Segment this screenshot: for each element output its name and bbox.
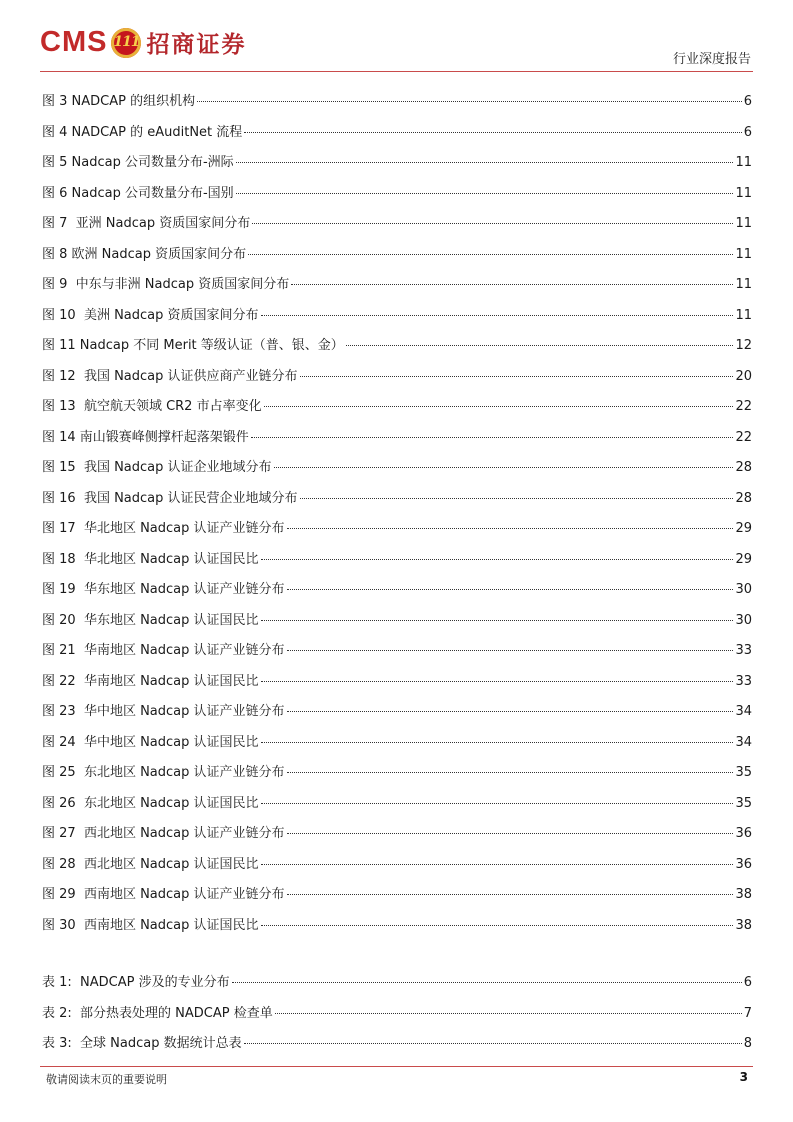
dot-leader xyxy=(261,620,734,621)
dot-leader xyxy=(197,101,742,102)
dot-leader xyxy=(291,284,733,285)
toc-entry-page: 29 xyxy=(735,521,752,536)
dot-leader xyxy=(300,376,734,377)
dot-leader xyxy=(261,925,734,926)
dot-leader xyxy=(287,772,734,773)
toc-entry-page: 11 xyxy=(735,185,752,201)
toc-entry-title: 图 20 华东地区 Nadcap 认证国民比 xyxy=(42,612,259,628)
toc-entry-title: 图 24 华中地区 Nadcap 认证国民比 xyxy=(42,734,259,750)
table-toc-entry[interactable] xyxy=(42,968,752,999)
dot-leader xyxy=(244,1043,742,1044)
toc-entry-page: 6 xyxy=(743,124,752,140)
logo-badge-icon xyxy=(111,28,141,58)
figure-toc-entry[interactable] xyxy=(42,789,752,820)
toc-entry-title: 图 8 欧洲 Nadcap 资质国家间分布 xyxy=(42,246,247,262)
figure-toc-entry[interactable] xyxy=(42,301,752,332)
toc-entry-page: 34 xyxy=(735,704,752,719)
dot-leader xyxy=(274,467,734,468)
toc-entry-title: 表 3: 全球 Nadcap 数据统计总表 xyxy=(42,1036,242,1051)
figure-toc-entry[interactable] xyxy=(42,331,752,362)
figure-toc-entry[interactable] xyxy=(42,636,752,667)
toc-entry-title: 图 12 我国 Nadcap 认证供应商产业链分布 xyxy=(42,368,298,384)
toc-entry-title: 图 30 西南地区 Nadcap 认证国民比 xyxy=(42,917,259,933)
toc-entry-title: 图 18 华北地区 Nadcap 认证国民比 xyxy=(42,551,259,567)
toc-entry-page: 38 xyxy=(735,887,752,902)
figure-toc-entry[interactable] xyxy=(42,514,752,545)
figure-toc-entry[interactable] xyxy=(42,667,752,698)
header-divider xyxy=(40,71,753,72)
dot-leader xyxy=(261,864,734,865)
toc-entry-title: 表 2: 部分热表处理的 NADCAP 检查单 xyxy=(42,1005,273,1021)
toc-entry-title: 图 23 华中地区 Nadcap 认证产业链分布 xyxy=(42,704,285,719)
dot-leader xyxy=(244,132,741,133)
dot-leader xyxy=(264,406,734,407)
toc-entry-title: 图 19 华东地区 Nadcap 认证产业链分布 xyxy=(42,582,285,597)
figure-toc-entry[interactable] xyxy=(42,911,752,942)
figure-toc-entry[interactable] xyxy=(42,697,752,728)
toc-entry-page: 11 xyxy=(735,307,752,323)
logo-latin-text: CMS xyxy=(40,26,108,58)
figure-toc-entry[interactable] xyxy=(42,606,752,637)
toc-entry-title: 图 28 西北地区 Nadcap 认证国民比 xyxy=(42,856,259,872)
disclaimer-note: 敬请阅读末页的重要说明 xyxy=(46,1073,167,1086)
toc-entry-page: 8 xyxy=(743,1036,752,1051)
figure-toc-entry[interactable] xyxy=(42,880,752,911)
dot-leader xyxy=(275,1013,742,1014)
toc-entry-page: 29 xyxy=(735,551,752,567)
toc-entry-page: 36 xyxy=(735,826,752,841)
toc-entry-page: 11 xyxy=(735,216,752,231)
toc-entry-title: 图 17 华北地区 Nadcap 认证产业链分布 xyxy=(42,521,285,536)
dot-leader xyxy=(261,315,734,316)
toc-entry-page: 22 xyxy=(735,429,752,445)
toc-entry-page: 20 xyxy=(735,368,752,384)
toc-entry-title: 图 16 我国 Nadcap 认证民营企业地域分布 xyxy=(42,490,298,506)
toc-entry-title: 图 29 西南地区 Nadcap 认证产业链分布 xyxy=(42,887,285,902)
figure-toc-entry[interactable] xyxy=(42,209,752,240)
dot-leader xyxy=(346,345,734,346)
company-logo xyxy=(40,26,246,59)
table-toc-entry[interactable] xyxy=(42,999,752,1030)
dot-leader xyxy=(236,193,734,194)
toc-entry-page: 11 xyxy=(735,277,752,292)
dot-leader xyxy=(261,803,734,804)
toc-entry-title: 图 10 美洲 Nadcap 资质国家间分布 xyxy=(42,307,259,323)
figure-toc-entry[interactable] xyxy=(42,362,752,393)
toc-entry-title: 图 4 NADCAP 的 eAuditNet 流程 xyxy=(42,124,243,140)
toc-entry-title: 图 11 Nadcap 不同 Merit 等级认证（普、银、金） xyxy=(42,338,344,353)
toc-entry-page: 33 xyxy=(735,673,752,689)
table-toc-entry[interactable] xyxy=(42,1029,752,1060)
dot-leader xyxy=(261,681,734,682)
toc-entry-title: 图 15 我国 Nadcap 认证企业地域分布 xyxy=(42,460,272,475)
dot-leader xyxy=(251,437,734,438)
dot-leader xyxy=(261,742,734,743)
toc-entry-page: 35 xyxy=(735,795,752,811)
figure-toc-entry[interactable] xyxy=(42,118,752,149)
toc-entry-page: 11 xyxy=(735,155,752,170)
toc-entry-page: 6 xyxy=(743,94,752,109)
dot-leader xyxy=(232,982,742,983)
toc-entry-page: 36 xyxy=(735,856,752,872)
dot-leader xyxy=(261,559,734,560)
figure-toc-entry[interactable] xyxy=(42,148,752,179)
toc-entry-title: 图 27 西北地区 Nadcap 认证产业链分布 xyxy=(42,826,285,841)
logo-badge-text: 111 xyxy=(113,33,140,50)
figure-toc-entry[interactable] xyxy=(42,575,752,606)
toc-entry-page: 34 xyxy=(735,734,752,750)
toc-entry-title: 图 3 NADCAP 的组织机构 xyxy=(42,94,196,109)
toc-entry-page: 12 xyxy=(735,338,752,353)
figure-toc-entry[interactable] xyxy=(42,758,752,789)
report-type-label: 行业深度报告 xyxy=(672,52,751,67)
toc-entry-title: 图 6 Nadcap 公司数量分布-国别 xyxy=(42,185,234,201)
figure-toc-entry[interactable] xyxy=(42,545,752,576)
figure-toc-entry[interactable] xyxy=(42,484,752,515)
toc-entry-title: 图 26 东北地区 Nadcap 认证国民比 xyxy=(42,795,259,811)
dot-leader xyxy=(252,223,733,224)
dot-leader xyxy=(287,650,734,651)
figure-toc-entry[interactable] xyxy=(42,392,752,423)
toc-entry-page: 35 xyxy=(735,765,752,780)
toc-entry-title: 图 13 航空航天领域 CR2 市占率变化 xyxy=(42,399,262,414)
figure-toc-entry[interactable] xyxy=(42,728,752,759)
dot-leader xyxy=(287,711,734,712)
figure-toc-entry[interactable] xyxy=(42,850,752,881)
toc-entry-page: 22 xyxy=(735,399,752,414)
toc-entry-page: 6 xyxy=(743,975,752,990)
page-header xyxy=(0,0,793,72)
figure-toc-entry[interactable] xyxy=(42,453,752,484)
toc-entry-page: 33 xyxy=(735,643,752,658)
dot-leader xyxy=(287,589,734,590)
toc-entry-page: 28 xyxy=(735,490,752,506)
toc-entry-page: 7 xyxy=(743,1005,752,1021)
toc-entry-page: 11 xyxy=(735,246,752,262)
toc-entry-title: 图 7 亚洲 Nadcap 资质国家间分布 xyxy=(42,216,251,231)
figure-index-list xyxy=(42,87,752,941)
dot-leader xyxy=(248,254,733,255)
figure-toc-entry[interactable] xyxy=(42,819,752,850)
dot-leader xyxy=(300,498,734,499)
toc-entry-page: 38 xyxy=(735,917,752,933)
toc-entry-page: 30 xyxy=(735,612,752,628)
toc-entry-title: 图 22 华南地区 Nadcap 认证国民比 xyxy=(42,673,259,689)
toc-entry-page: 28 xyxy=(735,460,752,475)
footer-divider xyxy=(40,1066,753,1067)
figure-toc-entry[interactable] xyxy=(42,179,752,210)
toc-entry-title: 图 21 华南地区 Nadcap 认证产业链分布 xyxy=(42,643,285,658)
figure-toc-entry[interactable] xyxy=(42,423,752,454)
figure-toc-entry[interactable] xyxy=(42,87,752,118)
toc-entry-title: 表 1: NADCAP 涉及的专业分布 xyxy=(42,975,230,990)
toc-entry-title: 图 25 东北地区 Nadcap 认证产业链分布 xyxy=(42,765,285,780)
dot-leader xyxy=(287,833,734,834)
dot-leader xyxy=(287,894,734,895)
figure-toc-entry[interactable] xyxy=(42,270,752,301)
dot-leader xyxy=(287,528,734,529)
toc-entry-page: 30 xyxy=(735,582,752,597)
table-index-list xyxy=(42,968,752,1060)
toc-entry-title: 图 5 Nadcap 公司数量分布-洲际 xyxy=(42,155,234,170)
toc-entry-title: 图 9 中东与非洲 Nadcap 资质国家间分布 xyxy=(42,277,290,292)
page-number: 3 xyxy=(739,1070,748,1084)
figure-toc-entry[interactable] xyxy=(42,240,752,271)
toc-entry-title: 图 14 南山锻赛峰侧撑杆起落架锻件 xyxy=(42,429,249,445)
logo-chinese-text: 招商证券 xyxy=(146,31,247,58)
dot-leader xyxy=(236,162,734,163)
